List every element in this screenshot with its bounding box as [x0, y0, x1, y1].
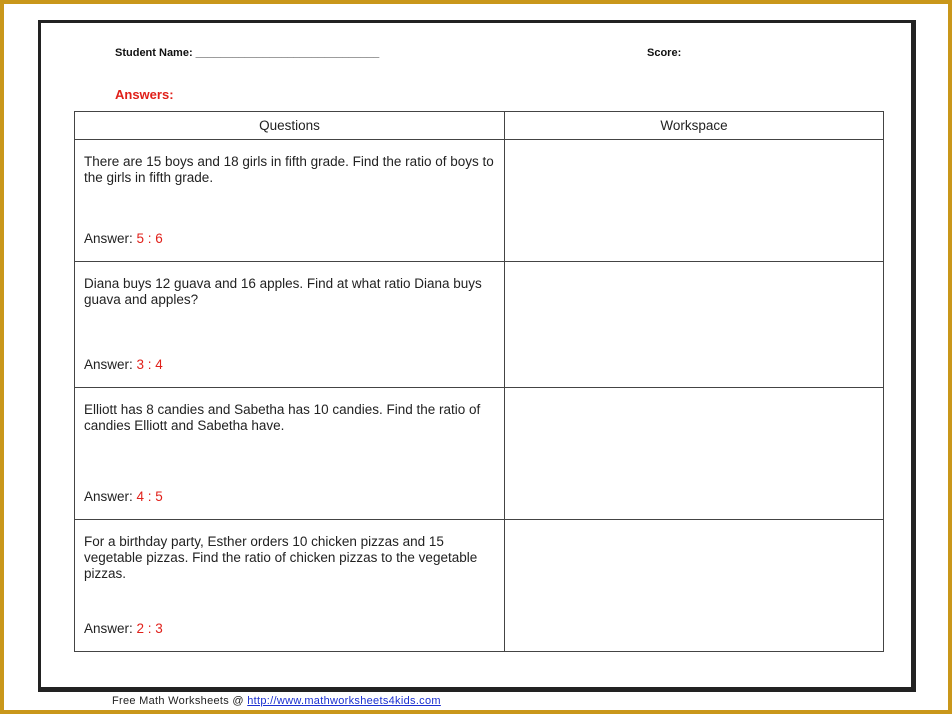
- table-row: [75, 140, 884, 262]
- table-row: [75, 262, 884, 388]
- question-cell: [75, 388, 505, 520]
- workspace-cell: [505, 388, 884, 520]
- answers-heading: Answers:: [115, 87, 174, 102]
- workspace-cell: [505, 262, 884, 388]
- answer-label: Answer:: [84, 357, 133, 372]
- answer-value: 2 : 3: [136, 621, 163, 636]
- student-name-label: Student Name: ______________________________: [115, 47, 380, 59]
- footer-link[interactable]: http://www.mathworksheets4kids.com: [247, 695, 441, 707]
- table-row: [75, 388, 884, 520]
- answer-line: [84, 489, 163, 505]
- question-text: For a birthday party, Esther orders 10 chicken pizzas and 15 vegetable pizzas. Find the ratio of chicken pizzas to the vegetable pizzas.: [84, 534, 478, 581]
- answer-value: 3 : 4: [136, 357, 163, 372]
- answer-label: Answer:: [84, 489, 133, 504]
- workspace-cell: [505, 520, 884, 652]
- answer-label: Answer:: [84, 231, 133, 246]
- question-text: There are 15 boys and 18 girls in fifth grade. Find the ratio of boys to the girls in fifth grade.: [84, 154, 494, 185]
- question-cell: [75, 140, 505, 262]
- question-cell: [75, 520, 505, 652]
- answer-label: Answer:: [84, 621, 133, 636]
- question-text: Diana buys 12 guava and 16 apples. Find at what ratio Diana buys guava and apples?: [84, 276, 482, 307]
- answer-value: 5 : 6: [136, 231, 163, 246]
- worksheet-table: [74, 111, 884, 652]
- worksheet-page: [38, 20, 916, 692]
- score-label: Score:: [647, 47, 682, 59]
- answer-line: [84, 621, 163, 637]
- question-cell: [75, 262, 505, 388]
- table-row: [75, 520, 884, 652]
- answer-line: [84, 357, 163, 373]
- question-text: Elliott has 8 candies and Sabetha has 10 candies. Find the ratio of candies Elliott and Sabetha have.: [84, 402, 481, 433]
- workspace-column-header: Workspace: [505, 112, 884, 140]
- answer-value: 4 : 5: [136, 489, 163, 504]
- workspace-cell: [505, 140, 884, 262]
- questions-column-header: Questions: [75, 112, 505, 140]
- table-header-row: [75, 112, 884, 140]
- footer-credit: [112, 695, 441, 707]
- answer-line: [84, 231, 163, 247]
- footer-text: Free Math Worksheets @: [112, 695, 248, 707]
